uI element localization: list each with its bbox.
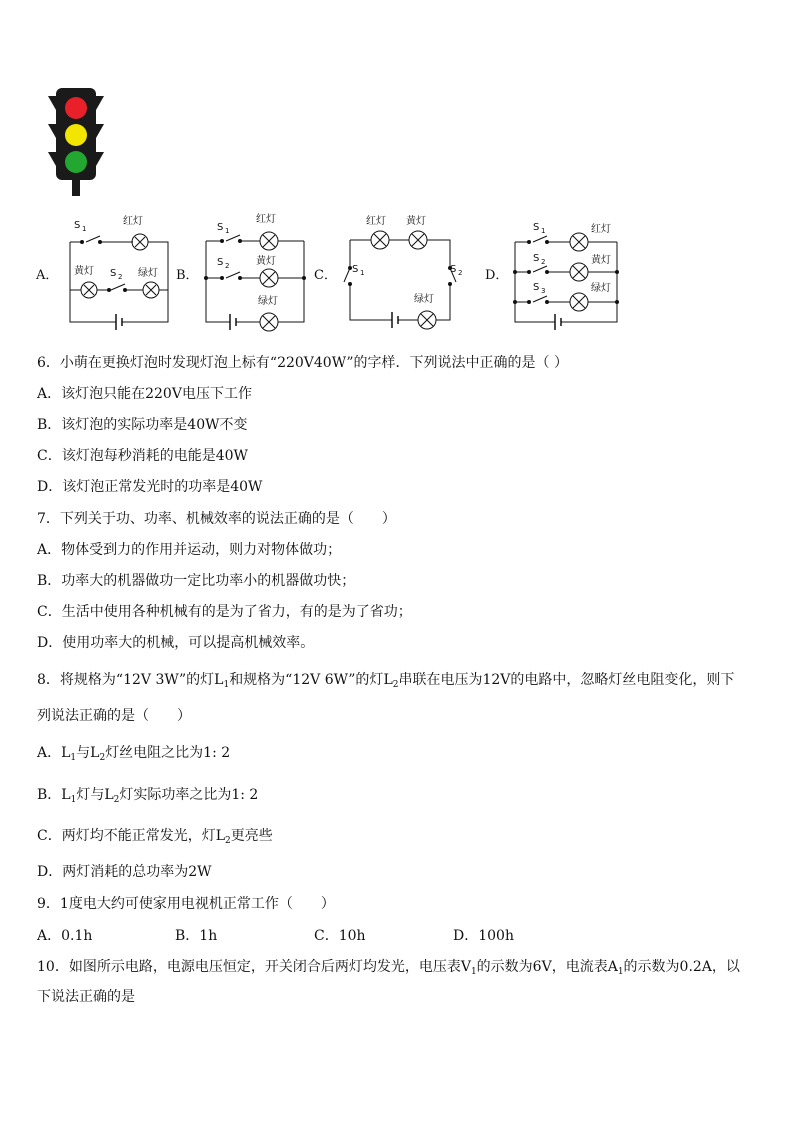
green-lamp-label: 绿灯 [138, 268, 158, 279]
circuit-d [505, 214, 625, 334]
svg-text:绿灯: 绿灯 [258, 296, 278, 307]
svg-text:黄灯: 黄灯 [591, 255, 611, 266]
circuit-option-a-label: A． [36, 268, 59, 283]
circuit-b [198, 208, 313, 338]
traffic-light-illustration [44, 86, 110, 196]
q8-option-d: D．两灯消耗的总功率为2W [37, 864, 212, 880]
svg-text:S: S [533, 222, 540, 233]
svg-text:红灯: 红灯 [256, 214, 276, 225]
svg-text:绿灯: 绿灯 [591, 283, 611, 294]
q6-stem: 6．小萌在更换灯泡时发现灯泡上标有“220V40W”的字样．下列说法中正确的是（ ） [37, 355, 568, 371]
svg-text:S: S [533, 253, 540, 264]
q9-stem: 9．1度电大约可使家用电视机正常工作（ ） [37, 896, 335, 912]
svg-text:S: S [217, 222, 224, 233]
svg-text:黄灯: 黄灯 [406, 216, 426, 227]
red-lamp [65, 97, 87, 119]
svg-text:1: 1 [541, 227, 546, 235]
q9-option-d: D．100h [453, 928, 514, 944]
q8-stem-line2: 列说法正确的是（ ） [37, 708, 191, 724]
q7-option-d: D．使用功率大的机械，可以提高机械效率。 [37, 635, 315, 651]
q7-stem: 7．下列关于功、功率、机械效率的说法正确的是（ ） [37, 511, 396, 527]
svg-text:S: S [450, 264, 457, 275]
q10-stem-line2: 下说法正确的是 [37, 989, 135, 1005]
svg-text:黄灯: 黄灯 [256, 256, 276, 267]
switch-s1-label: S [74, 220, 81, 231]
svg-text:2: 2 [458, 269, 463, 277]
svg-text:绿灯: 绿灯 [414, 294, 434, 305]
circuit-option-d-label: D． [485, 268, 509, 283]
circuit-c [340, 210, 465, 335]
q9-option-b: B．1h [175, 928, 218, 944]
circuit-option-b-label: B． [176, 268, 199, 283]
q8-option-c: C．两灯均不能正常发光，灯$L_2$更亮些 [37, 828, 273, 846]
q9-option-c: C．10h [314, 928, 366, 944]
q7-option-b: B．功率大的机器做功一定比功率小的机器做功快； [37, 573, 356, 589]
svg-text:红灯: 红灯 [366, 216, 386, 227]
svg-text:S: S [352, 264, 359, 275]
svg-text:2: 2 [225, 262, 230, 270]
q8-option-a: A．$L_1$与$L_2$灯丝电阻之比为1: 2 [37, 745, 231, 763]
switch-s2-label: S [110, 268, 117, 279]
svg-text:1: 1 [225, 227, 230, 235]
q10-stem-line1: 10．如图所示电路，电源电压恒定，开关闭合后两灯均发光，电压表$V_1$的示数为6V，电流表$A_1$的示数为0.2A，以 [37, 959, 740, 977]
svg-text:1: 1 [360, 269, 365, 277]
q6-option-a: A．该灯泡只能在220V电压下工作 [37, 386, 252, 402]
svg-text:2: 2 [118, 273, 123, 281]
svg-text:S: S [217, 257, 224, 268]
circuit-a [60, 210, 175, 335]
q8-option-b: B．$L_1$灯与$L_2$灯实际功率之比为1: 2 [37, 787, 259, 805]
green-lamp [65, 151, 87, 173]
circuit-option-c-label: C． [314, 268, 337, 283]
svg-text:1: 1 [82, 225, 87, 233]
q6-option-d: D．该灯泡正常发光时的功率是40W [37, 479, 263, 495]
svg-text:红灯: 红灯 [591, 224, 611, 235]
q6-option-b: B．该灯泡的实际功率是40W不变 [37, 417, 248, 433]
yellow-lamp [65, 124, 87, 146]
svg-text:2: 2 [541, 258, 546, 266]
svg-text:S: S [533, 282, 540, 293]
red-lamp-label: 红灯 [123, 216, 143, 227]
q7-option-c: C．生活中使用各种机械有的是为了省力，有的是为了省功； [37, 604, 412, 620]
q9-option-a: A．0.1h [37, 928, 93, 944]
yellow-lamp-label: 黄灯 [74, 266, 94, 277]
q8-stem-line1: 8．将规格为“12V 3W”的灯$L_1$和规格为“12V 6W”的灯$L_2$串联在电压为12V的电路中，忽略灯丝电阻变化，则下 [37, 672, 735, 690]
svg-text:3: 3 [541, 287, 546, 295]
q6-option-c: C．该灯泡每秒消耗的电能是40W [37, 448, 248, 464]
q7-option-a: A．物体受到力的作用并运动，则力对物体做功； [37, 542, 342, 558]
